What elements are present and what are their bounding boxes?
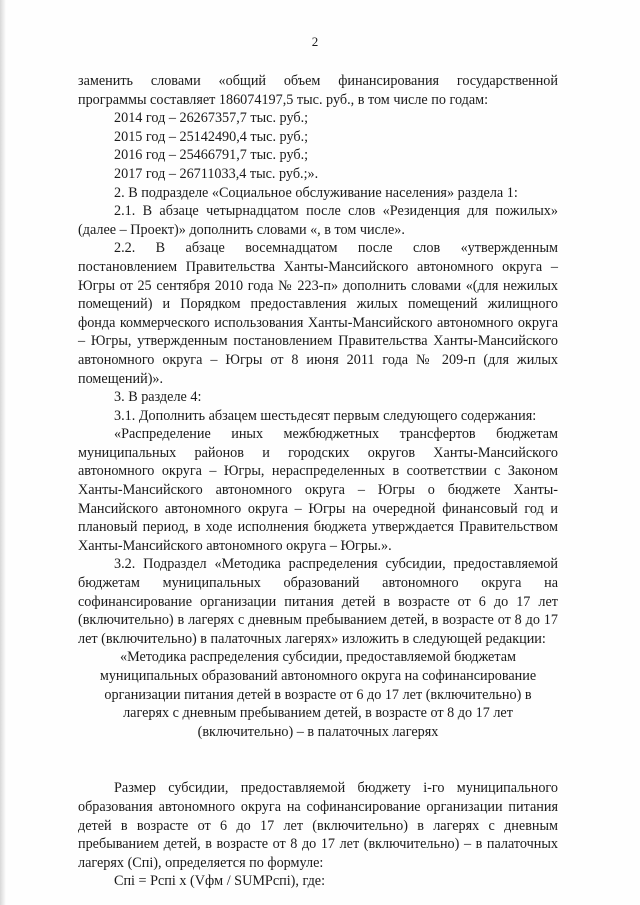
year-line: 2016 год – 25466791,7 тыс. руб.;: [114, 147, 309, 164]
year-line: 2017 год – 26711033,4 тыс. руб.;».: [114, 165, 319, 182]
item-3: 3. В разделе 4:: [114, 389, 202, 406]
paragraph-intro: заменить словами «общий объем финансирования государственной программы составляет 186074197,5 тыс. руб., в том числе по годам:: [78, 73, 558, 108]
year-line: 2014 год – 26267357,7 тыс. руб.;: [114, 110, 309, 127]
formula: Cпi = Pcпi x (Vфм / SUMPcпi), где:: [114, 873, 326, 890]
item-3-1: 3.1. Дополнить абзацем шестьдесят первым следующего содержания:: [114, 407, 537, 424]
body-paragraph: Размер субсидии, предоставляемой бюджету i-го муниципального образования автономного округа на софинансирование организации питания детей в возрасте от 6 до 17 лет (включительно) в лагерях с дневным пребыванием детей, в возрасте от 8 до 17 лет (включительно) – в палаточных лагерях (Cпi), определяется по формуле:: [78, 780, 558, 871]
heading-line: «Методика распределения субсидии, предоставляемой бюджетам: [119, 649, 517, 666]
quote-paragraph: «Распределение иных межбюджетных трансфертов бюджетам муниципальных районов и городских округов Ханты-Мансийского автономного округа – Югры, нераспределенных в соответствии с Законом Ханты-Мансийского автономного округа – Югры о бюджете Ханты-Мансийского автономного округа – Югры на очередной финансовый год и плановый период, в ходе исполнения бюджета утверждается Правительством Ханты-Мансийского автономного округа – Югры.».: [78, 426, 558, 554]
scan-edge: [0, 0, 6, 905]
document-body: [78, 72, 558, 891]
year-line: 2015 год – 25142490,4 тыс. руб.;: [114, 128, 309, 145]
section-heading: [78, 648, 558, 741]
item-2-2: 2.2. В абзаце восемнадцатом после слов «утвержденным постановлением Правительства Ханты-Мансийского автономного округа – Югры от 25 сентября 2010 года № 223-п» дополнить словами «(для нежилых помещений) и Порядком предоставления жилых помещений жилищного фонда коммерческого использования Ханты-Мансийского автономного округа – Югры, утвержденным постановлением Правительства Ханты-Мансийского автономного округа – Югры от 8 июня 2011 года № 209-п (для жилых помещений)».: [78, 240, 558, 387]
heading-line: муниципальных образований автономного округа на софинансирование: [99, 668, 537, 684]
heading-line: организации питания детей в возрасте от 6 до 17 лет (включительно) в: [104, 686, 532, 703]
spacer: [78, 741, 558, 779]
item-3-2: 3.2. Подраздел «Методика распределения субсидии, предоставляемой бюджетам муниципальных образований автономного округа на софинансирование организации питания детей в возрасте от 6 до 17 лет (включительно) в лагерях с дневным пребыванием детей, в возрасте от 8 до 17 лет (включительно) в палаточных лагерях» изложить в следующей редакции:: [78, 556, 558, 647]
heading-line: (включительно) – в палаточных лагерях: [197, 723, 439, 740]
item-2: 2. В подразделе «Социальное обслуживание населения» раздела 1:: [114, 184, 518, 201]
page-number: 2: [311, 34, 319, 49]
item-2-1: 2.1. В абзаце четырнадцатом после слов «Резиденция для пожилых» (далее – Проект)» дополнить словами «, в том числе».: [78, 203, 558, 238]
heading-line: лагерях с дневным пребыванием детей, в возрасте от 8 до 17 лет: [123, 705, 513, 722]
